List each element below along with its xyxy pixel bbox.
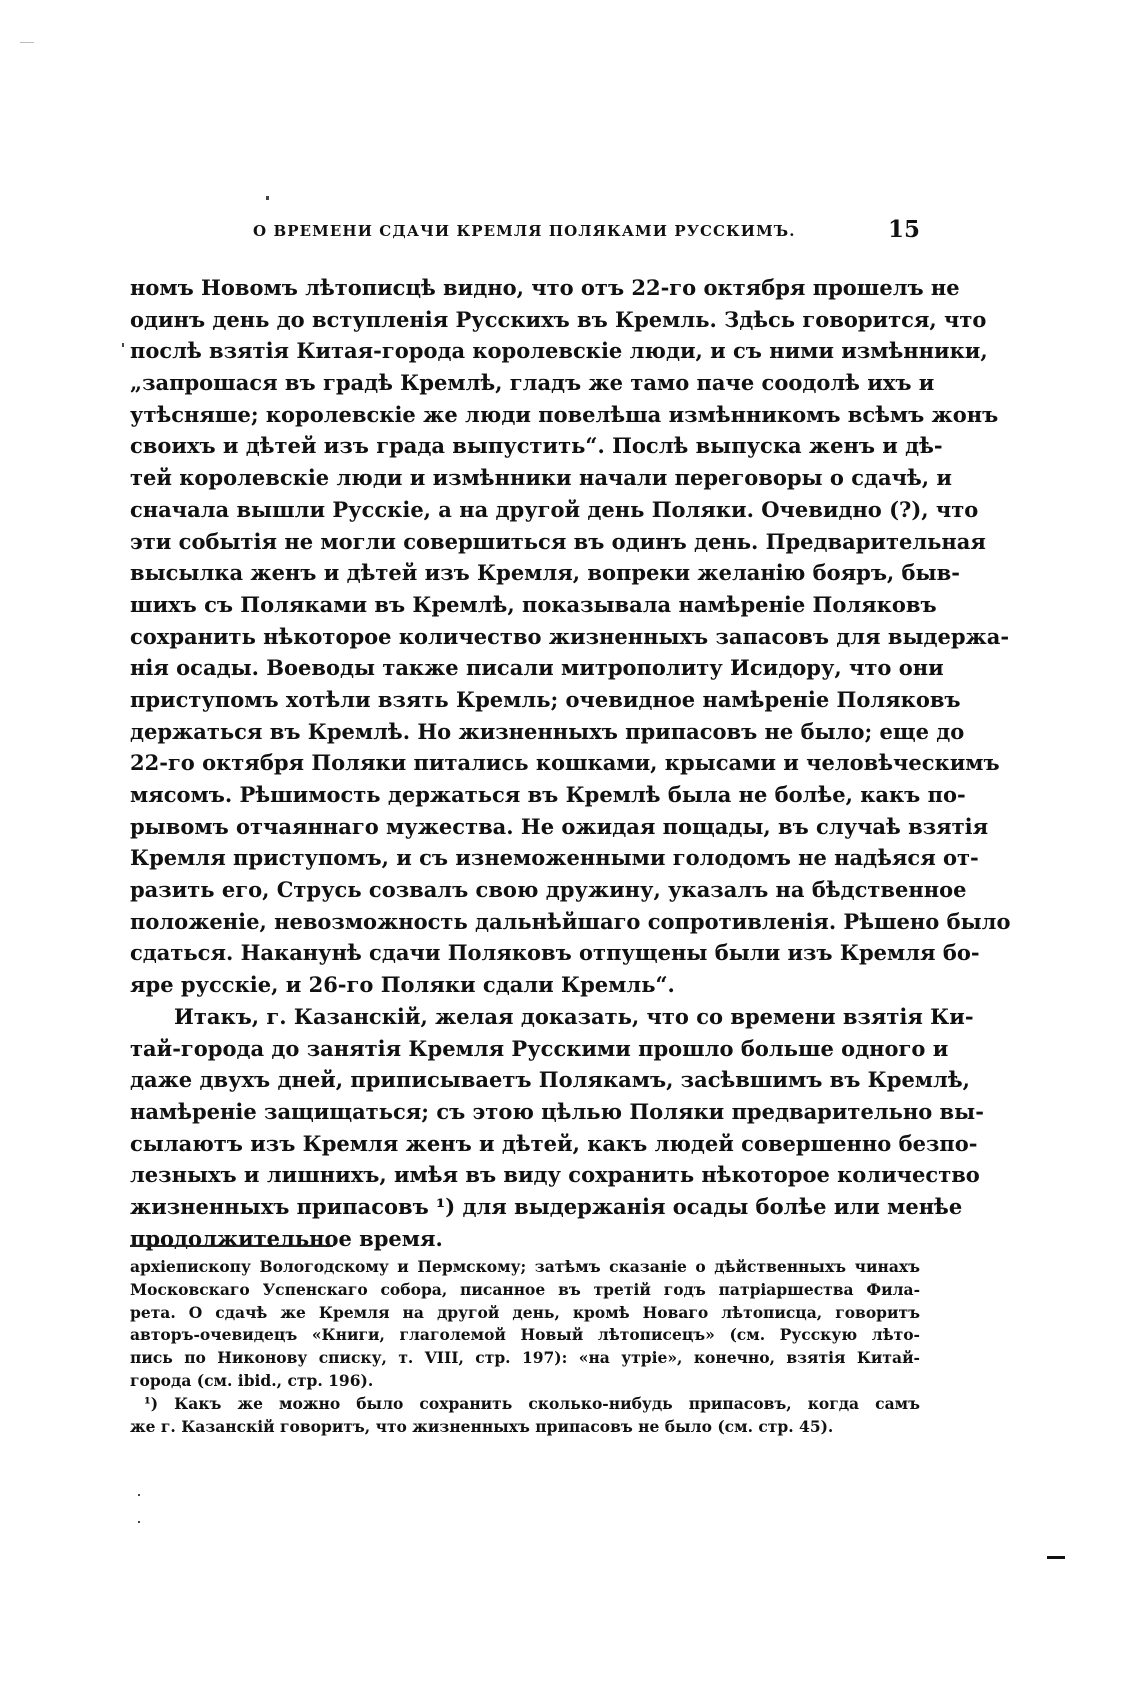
text-line: Кремля приступомъ, и съ изнеможенными голодомъ не надѣяся от- — [130, 845, 979, 871]
text-line: мясомъ. Рѣшимость держаться въ Кремлѣ была не болѣе, какъ по- — [130, 782, 966, 807]
text-line: намѣреніе защищаться; съ этою цѣлью Поляки предварительно вы- — [130, 1098, 984, 1124]
text-line: утѣсняше; королевскіе же люди повелѣша измѣнникомъ всѣмъ жонъ — [130, 401, 999, 427]
footnote-1: ¹) Какъ же можно было сохранить сколько-нибудь припасовъ, когда самъ — [144, 1393, 920, 1413]
text-line: жизненныхъ припасовъ ¹) для выдержанія осады болѣе или менѣе — [130, 1193, 963, 1219]
scan-mark — [138, 1521, 140, 1523]
scan-mark — [266, 196, 269, 200]
footnote-line: же г. Казанскій говоритъ, что жизненныхъ припасовъ не было (см. стр. 45). — [130, 1416, 834, 1436]
text-line: рывомъ отчаяннаго мужества. Не ожидая пощады, въ случаѣ взятія — [130, 813, 989, 839]
footnote-line: пись по Никонову списку, т. VIII, стр. 197): «на утріе», конечно, взятія Китай- — [130, 1348, 920, 1368]
footnote-line: Московскаго Успенскаго собора, писанное въ третій годъ патріаршества Фила- — [130, 1279, 920, 1299]
footnotes — [130, 1256, 920, 1438]
text-line: высылка женъ и дѣтей изъ Кремля, вопреки желанію бояръ, быв- — [130, 560, 960, 586]
footnote-line: архіепископу Вологодскому и Пермскому; затѣмъ сказаніе о дѣйственныхъ чинахъ — [130, 1257, 920, 1276]
main-text — [130, 272, 1011, 1254]
text-line: 22-го октября Поляки питались кошками, крысами и человѣческимъ — [130, 750, 1000, 776]
scan-mark — [1047, 1556, 1065, 1559]
paragraph-end-line: продолжительное время. — [130, 1225, 443, 1251]
footnote-line: города (см. ibid., стр. 196). — [130, 1370, 374, 1390]
paragraph-start-line: Итакъ, г. Казанскій, желая доказать, что со времени взятія Ки- — [174, 1003, 974, 1029]
footnote-line: авторъ-очевидецъ «Книги, глаголемой Новый лѣтописецъ» (см. Русскую лѣто- — [130, 1325, 920, 1345]
text-line: своихъ и дѣтей изъ града выпустить“. Послѣ выпуска женъ и дѣ- — [130, 433, 943, 459]
text-line: сначала вышли Русскіе, а на другой день Поляки. Очевидно (?), что — [130, 496, 979, 522]
text-line: держаться въ Кремлѣ. Но жизненныхъ припасовъ не было; еще до — [130, 718, 965, 744]
paragraph-end-line: яре русскіе, и 26-го Поляки сдали Кремль“. — [130, 972, 675, 998]
running-head: О ВРЕМЕНИ СДАЧИ КРЕМЛЯ ПОЛЯКАМИ РУССКИМЪ. — [253, 222, 796, 240]
text-line: сохранить нѣкоторое количество жизненныхъ запасовъ для выдержа- — [130, 623, 1010, 649]
text-line: сдаться. Наканунѣ сдачи Поляковъ отпущены были изъ Кремля бо- — [130, 940, 980, 966]
text-line: лезныхъ и лишнихъ, имѣя въ виду сохранить нѣкоторое количество — [130, 1162, 980, 1188]
text-line: тай-города до занятія Кремля Русскими прошло больше одного и — [130, 1035, 949, 1061]
text-line: эти событія не могли совершиться въ одинъ день. Предварительная — [130, 528, 986, 554]
scan-mark — [138, 1494, 140, 1496]
text-line: даже двухъ дней, приписываетъ Полякамъ, засѣвшимъ въ Кремлѣ, — [130, 1067, 970, 1093]
text-line: сылаютъ изъ Кремля женъ и дѣтей, какъ людей совершенно безпо- — [130, 1130, 978, 1156]
text-line: тей королевскіе люди и измѣнники начали переговоры о сдачѣ, и — [130, 465, 952, 491]
text-line: положеніе, невозможность дальнѣйшаго сопротивленія. Рѣшено было — [130, 908, 1011, 934]
text-line: послѣ взятія Китая-города королевскіе люди, и съ ними измѣнники, — [130, 338, 988, 364]
text-line: приступомъ хотѣли взять Кремль; очевидное намѣреніе Поляковъ — [130, 686, 961, 712]
text-line: разить его, Струсь созвалъ свою дружину, указалъ на бѣдственное — [130, 877, 967, 903]
scan-mark — [122, 343, 124, 347]
text-line: „запрошася въ градѣ Кремлѣ, гладъ же тамо паче соодолѣ ихъ и — [130, 370, 935, 396]
footnote-separator — [130, 1245, 333, 1247]
page-number: 15 — [887, 216, 920, 243]
text-line: одинъ день до вступленія Русскихъ въ Кремль. Здѣсь говорится, что — [130, 306, 987, 332]
text-line: номъ Новомъ лѣтописцѣ видно, что отъ 22-го октября прошелъ не — [130, 275, 960, 300]
scan-mark — [20, 42, 34, 43]
text-line: шихъ съ Поляками въ Кремлѣ, показывала намѣреніе Поляковъ — [130, 591, 937, 617]
page-header — [130, 218, 920, 248]
text-line: нія осады. Воеводы также писали митрополиту Исидору, что они — [130, 655, 944, 681]
footnote-line: рета. О сдачѣ же Кремля на другой день, кромѣ Новаго лѣтописца, говоритъ — [130, 1302, 920, 1322]
